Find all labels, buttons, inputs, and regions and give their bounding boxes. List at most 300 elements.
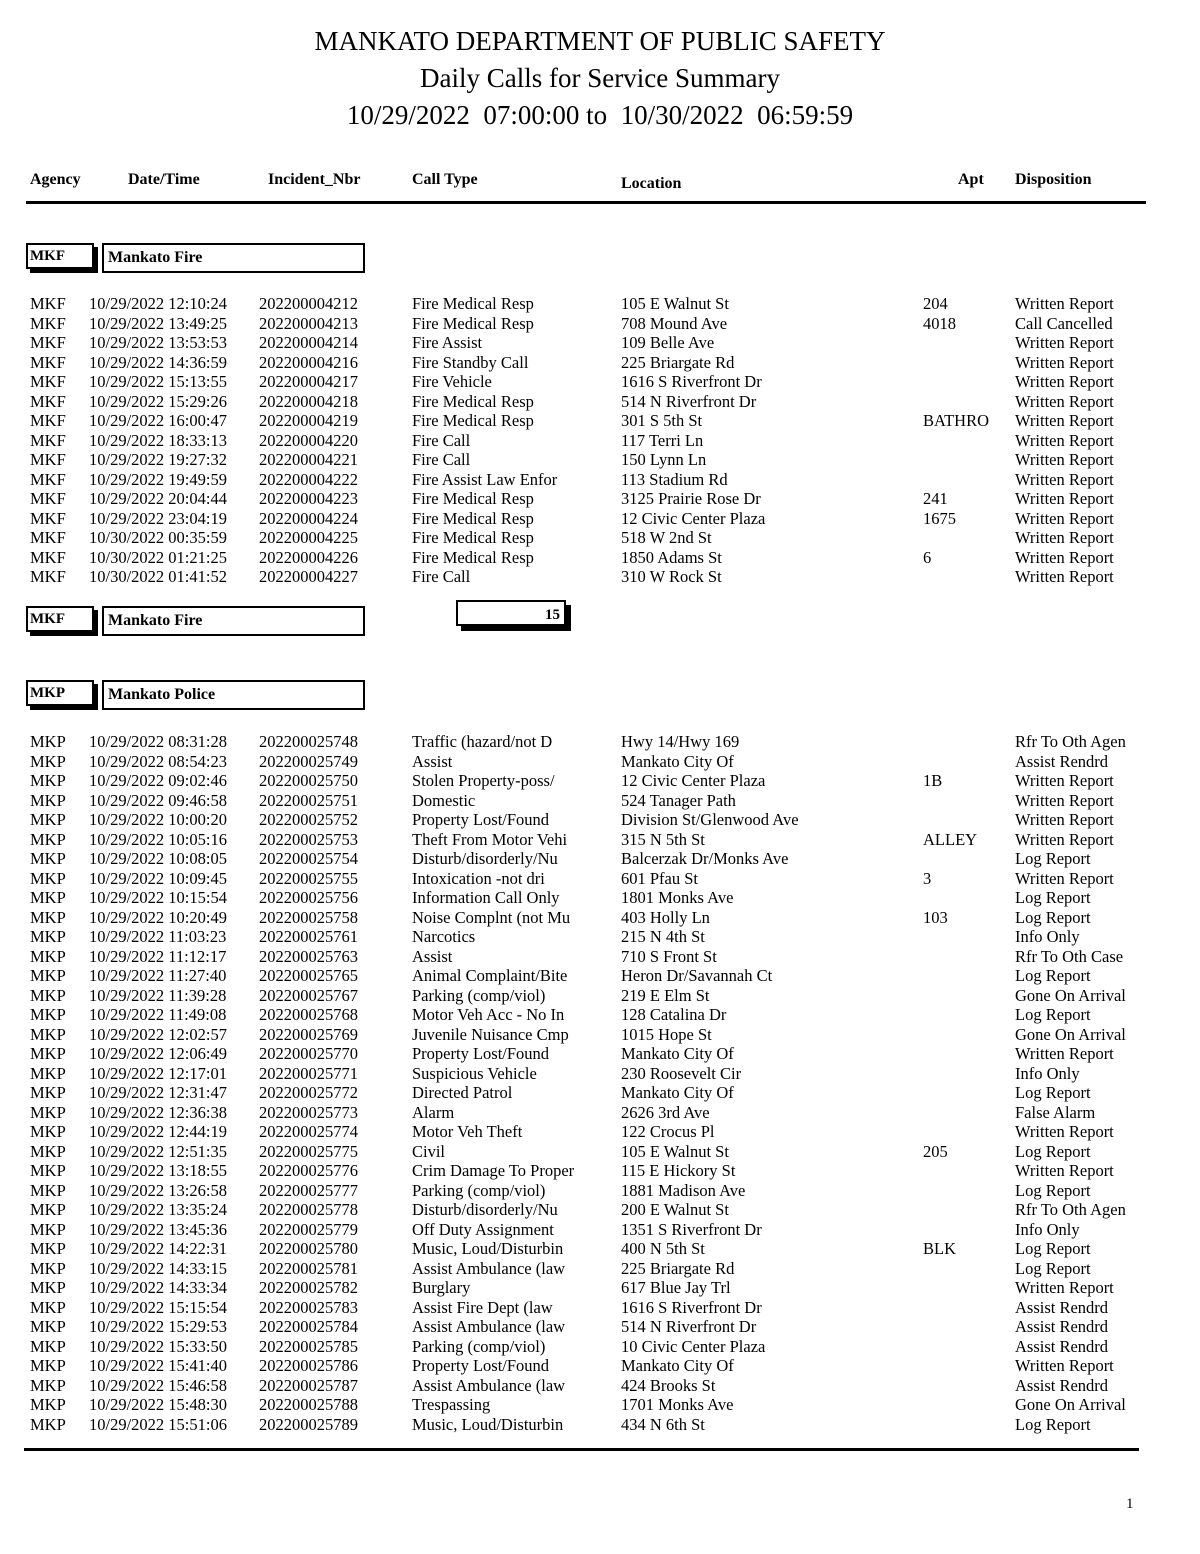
agency-code-box: MKP (26, 680, 94, 706)
agency-cell: MKP (30, 946, 66, 966)
table-row (0, 1005, 1200, 1025)
table-row (0, 489, 1200, 509)
call-type-cell: Crim Damage To Proper (412, 1161, 575, 1180)
call-type-cell: Property Lost/Found (412, 1044, 550, 1063)
incident-number-cell: 202200025778 (259, 1200, 358, 1219)
disposition-cell: False Alarm (1015, 1102, 1096, 1122)
report-title: MANKATO DEPARTMENT OF PUBLIC SAFETY (314, 26, 886, 56)
incident-number-cell: 202200025753 (259, 829, 358, 849)
table-row (0, 1025, 1200, 1045)
location-cell: 117 Terri Ln (621, 430, 704, 450)
table-row (0, 1161, 1200, 1181)
call-type-cell: Assist Fire Dept (law (412, 1297, 553, 1317)
datetime-cell: 10/29/2022 11:03:23 (89, 927, 227, 946)
incident-number-cell: 202200004221 (259, 450, 358, 469)
disposition-cell: Written Report (1015, 333, 1114, 352)
disposition-cell: Log Report (1015, 1141, 1091, 1161)
column-header-incident: Incident_Nbr (268, 171, 361, 188)
agency-cell: MKP (30, 1063, 66, 1083)
incident-number-cell: 202200004217 (259, 372, 358, 391)
location-cell: 225 Briargate Rd (621, 1258, 735, 1278)
call-type-cell: Fire Standby Call (412, 352, 529, 372)
location-cell: 710 S Front St (621, 946, 717, 966)
incident-number-cell: 202200025776 (259, 1161, 358, 1180)
incident-number-cell: 202200025781 (259, 1258, 358, 1278)
disposition-cell: Assist Rendrd (1015, 1336, 1109, 1356)
call-type-cell: Trespassing (412, 1395, 491, 1414)
agency-cell: MKF (30, 430, 66, 450)
call-type-cell: Information Call Only (412, 888, 560, 907)
table-row (0, 372, 1200, 392)
incident-number-cell: 202200025784 (259, 1317, 358, 1336)
disposition-cell: Written Report (1015, 391, 1114, 411)
incident-number-cell: 202200025748 (259, 732, 358, 751)
agency-cell: MKP (30, 1122, 66, 1141)
datetime-cell: 10/29/2022 19:49:59 (89, 469, 227, 489)
location-cell: 115 E Hickory St (621, 1161, 736, 1180)
agency-cell: MKF (30, 469, 66, 489)
table-row (0, 986, 1200, 1006)
table-row (0, 450, 1200, 470)
disposition-cell: Written Report (1015, 1044, 1114, 1063)
location-cell: 1015 Hope St (621, 1024, 712, 1044)
disposition-cell: Log Report (1015, 888, 1091, 907)
datetime-cell: 10/29/2022 13:35:24 (89, 1200, 227, 1219)
agency-cell: MKP (30, 1141, 66, 1161)
disposition-cell: Gone On Arrival (1015, 985, 1126, 1005)
table-row (0, 353, 1200, 373)
location-cell: 128 Catalina Dr (621, 1005, 727, 1024)
disposition-cell: Gone On Arrival (1015, 1024, 1126, 1044)
location-cell: Division St/Glenwood Ave (621, 810, 799, 829)
agency-cell: MKP (30, 1395, 66, 1414)
agency-cell: MKP (30, 966, 66, 985)
table-row (0, 1044, 1200, 1064)
column-header-call-type: Call Type (412, 171, 478, 188)
table-row (0, 1376, 1200, 1396)
datetime-cell: 10/29/2022 15:51:06 (89, 1414, 227, 1434)
call-type-cell: Noise Complnt (not Mu (412, 907, 571, 927)
table-row (0, 947, 1200, 967)
datetime-cell: 10/29/2022 08:54:23 (89, 751, 227, 771)
table-row (0, 810, 1200, 830)
table-row (0, 509, 1200, 529)
incident-number-cell: 202200004226 (259, 547, 358, 567)
call-type-cell: Fire Assist Law Enfor (412, 469, 558, 489)
incident-number-cell: 202200025749 (259, 751, 358, 771)
location-cell: 1616 S Riverfront Dr (621, 1297, 762, 1317)
call-type-cell: Off Duty Assignment (412, 1219, 554, 1239)
table-row (0, 470, 1200, 490)
apt-cell: 241 (923, 489, 948, 508)
incident-number-cell: 202200025783 (259, 1297, 358, 1317)
location-cell: 150 Lynn Ln (621, 450, 707, 469)
agency-name-box: Mankato Fire (102, 243, 365, 273)
table-row (0, 333, 1200, 353)
location-cell: 301 S 5th St (621, 411, 703, 430)
column-header-disposition: Disposition (1015, 171, 1092, 188)
table-row (0, 1337, 1200, 1357)
location-cell: 403 Holly Ln (621, 907, 710, 927)
datetime-cell: 10/29/2022 13:53:53 (89, 333, 227, 352)
incident-number-cell: 202200025773 (259, 1102, 358, 1122)
location-cell: Mankato City Of (621, 1083, 734, 1102)
disposition-cell: Log Report (1015, 1180, 1091, 1200)
disposition-cell: Assist Rendrd (1015, 1375, 1109, 1395)
location-cell: 315 N 5th St (621, 829, 705, 849)
call-type-cell: Assist Ambulance (law (412, 1375, 566, 1395)
table-row (0, 1122, 1200, 1142)
apt-cell: 6 (923, 547, 932, 567)
location-cell: 424 Brooks St (621, 1375, 716, 1395)
agency-cell: MKP (30, 888, 66, 907)
apt-cell: 204 (923, 294, 948, 313)
footer-rule (24, 1448, 1139, 1451)
incident-number-cell: 202200025754 (259, 849, 358, 868)
incident-number-cell: 202200025788 (259, 1395, 358, 1414)
call-type-cell: Assist (412, 751, 453, 771)
agency-cell: MKF (30, 294, 66, 313)
disposition-cell: Rfr To Oth Case (1015, 946, 1124, 966)
disposition-cell: Log Report (1015, 849, 1091, 868)
location-cell: 1351 S Riverfront Dr (621, 1219, 762, 1239)
table-row (0, 869, 1200, 889)
location-cell: 215 N 4th St (621, 927, 705, 946)
agency-cell: MKP (30, 1375, 66, 1395)
table-row (0, 771, 1200, 791)
incident-number-cell: 202200025774 (259, 1122, 358, 1141)
apt-cell: BLK (923, 1239, 956, 1258)
agency-cell: MKF (30, 489, 66, 508)
apt-cell: 1675 (923, 508, 956, 528)
agency-cell: MKP (30, 771, 66, 790)
datetime-cell: 10/29/2022 12:44:19 (89, 1122, 227, 1141)
disposition-cell: Written Report (1015, 372, 1114, 391)
incident-number-cell: 202200004223 (259, 489, 358, 508)
incident-number-cell: 202200025780 (259, 1239, 358, 1258)
agency-cell: MKF (30, 411, 66, 430)
disposition-cell: Assist Rendrd (1015, 751, 1109, 771)
incident-number-cell: 202200004219 (259, 411, 358, 430)
table-row (0, 314, 1200, 334)
table-row (0, 1220, 1200, 1240)
table-row (0, 411, 1200, 431)
apt-cell: ALLEY (923, 829, 978, 849)
incident-number-cell: 202200025779 (259, 1219, 358, 1239)
disposition-cell: Written Report (1015, 1278, 1114, 1297)
agency-cell: MKP (30, 1356, 66, 1375)
incident-number-cell: 202200025767 (259, 985, 358, 1005)
incident-number-cell: 202200025787 (259, 1375, 358, 1395)
agency-cell: MKP (30, 1239, 66, 1258)
incident-number-cell: 202200025763 (259, 946, 358, 966)
incident-number-cell: 202200025751 (259, 790, 358, 810)
table-row (0, 1142, 1200, 1162)
agency-cell: MKP (30, 1180, 66, 1200)
agency-cell: MKF (30, 450, 66, 469)
datetime-cell: 10/29/2022 15:41:40 (89, 1356, 227, 1375)
disposition-cell: Call Cancelled (1015, 313, 1113, 333)
location-cell: 109 Belle Ave (621, 333, 715, 352)
agency-cell: MKP (30, 1297, 66, 1317)
datetime-cell: 10/29/2022 16:00:47 (89, 411, 227, 430)
agency-cell: MKF (30, 313, 66, 333)
location-cell: 1801 Monks Ave (621, 888, 734, 907)
datetime-cell: 10/29/2022 12:06:49 (89, 1044, 227, 1063)
datetime-cell: 10/29/2022 08:31:28 (89, 732, 227, 751)
call-type-cell: Music, Loud/Disturbin (412, 1239, 564, 1258)
incident-number-cell: 202200025786 (259, 1356, 358, 1375)
agency-cell: MKP (30, 1200, 66, 1219)
incident-number-cell: 202200004216 (259, 352, 358, 372)
disposition-cell: Log Report (1015, 1239, 1091, 1258)
disposition-cell: Written Report (1015, 1356, 1114, 1375)
call-type-cell: Assist Ambulance (law (412, 1317, 566, 1336)
datetime-cell: 10/29/2022 15:48:30 (89, 1395, 227, 1414)
incident-number-cell: 202200004225 (259, 528, 358, 547)
incident-number-cell: 202200004214 (259, 333, 358, 352)
call-type-cell: Motor Veh Theft (412, 1122, 523, 1141)
disposition-cell: Log Report (1015, 1258, 1091, 1278)
call-type-cell: Fire Medical Resp (412, 547, 534, 567)
disposition-cell: Info Only (1015, 1063, 1080, 1083)
disposition-cell: Written Report (1015, 469, 1114, 489)
incident-number-cell: 202200004212 (259, 294, 358, 313)
agency-cell: MKP (30, 1219, 66, 1239)
location-cell: 230 Roosevelt Cir (621, 1063, 742, 1083)
agency-cell: MKF (30, 547, 66, 567)
agency-name-box: Mankato Police (102, 680, 365, 710)
datetime-cell: 10/30/2022 01:41:52 (89, 567, 227, 586)
column-header-datetime: Date/Time (128, 171, 200, 188)
location-cell: 1881 Madison Ave (621, 1180, 746, 1200)
datetime-cell: 10/29/2022 15:15:54 (89, 1297, 227, 1317)
disposition-cell: Written Report (1015, 868, 1114, 888)
disposition-cell: Written Report (1015, 790, 1114, 810)
agency-cell: MKP (30, 907, 66, 927)
call-type-cell: Stolen Property-poss/ (412, 771, 555, 790)
location-cell: 514 N Riverfront Dr (621, 391, 757, 411)
incident-number-cell: 202200025758 (259, 907, 358, 927)
location-cell: 708 Mound Ave (621, 313, 728, 333)
call-type-cell: Motor Veh Acc - No In (412, 1005, 565, 1024)
call-type-cell: Fire Call (412, 450, 471, 469)
table-row (0, 1083, 1200, 1103)
call-type-cell: Parking (comp/viol) (412, 985, 546, 1005)
incident-number-cell: 202200025755 (259, 868, 358, 888)
agency-cell: MKP (30, 868, 66, 888)
agency-cell: MKP (30, 1024, 66, 1044)
location-cell: 617 Blue Jay Trl (621, 1278, 731, 1297)
call-type-cell: Fire Medical Resp (412, 411, 534, 430)
disposition-cell: Log Report (1015, 966, 1091, 985)
table-row (0, 849, 1200, 869)
agency-cell: MKF (30, 333, 66, 352)
call-type-cell: Parking (comp/viol) (412, 1336, 546, 1356)
table-row (0, 1395, 1200, 1415)
datetime-cell: 10/29/2022 13:49:25 (89, 313, 227, 333)
table-row (0, 1298, 1200, 1318)
disposition-cell: Info Only (1015, 1219, 1080, 1239)
call-type-cell: Fire Vehicle (412, 372, 492, 391)
location-cell: 524 Tanager Path (621, 790, 736, 810)
call-type-cell: Intoxication -not dri (412, 868, 545, 888)
datetime-cell: 10/29/2022 13:18:55 (89, 1161, 227, 1180)
disposition-cell: Written Report (1015, 1161, 1114, 1180)
agency-name-box: Mankato Fire (102, 606, 365, 636)
datetime-cell: 10/29/2022 09:46:58 (89, 790, 227, 810)
location-cell: 105 E Walnut St (621, 294, 729, 313)
datetime-cell: 10/29/2022 09:02:46 (89, 771, 227, 790)
table-row (0, 1181, 1200, 1201)
datetime-cell: 10/29/2022 12:10:24 (89, 294, 227, 313)
table-row (0, 830, 1200, 850)
agency-cell: MKF (30, 528, 66, 547)
disposition-cell: Written Report (1015, 430, 1114, 450)
police-call-list (0, 732, 1200, 1434)
disposition-cell: Written Report (1015, 829, 1114, 849)
agency-cell: MKP (30, 790, 66, 810)
call-type-cell: Fire Medical Resp (412, 508, 534, 528)
call-type-cell: Animal Complaint/Bite (412, 966, 568, 985)
table-row (0, 888, 1200, 908)
call-type-cell: Music, Loud/Disturbin (412, 1414, 564, 1434)
datetime-cell: 10/29/2022 14:33:15 (89, 1258, 227, 1278)
location-cell: 1850 Adams St (621, 547, 722, 567)
table-row (0, 1317, 1200, 1337)
incident-number-cell: 202200025789 (259, 1414, 358, 1434)
call-type-cell: Fire Call (412, 430, 471, 450)
location-cell: 518 W 2nd St (621, 528, 712, 547)
datetime-cell: 10/29/2022 15:46:58 (89, 1375, 227, 1395)
datetime-cell: 10/29/2022 12:02:57 (89, 1024, 227, 1044)
call-type-cell: Assist Ambulance (law (412, 1258, 566, 1278)
datetime-cell: 10/29/2022 10:05:16 (89, 829, 227, 849)
table-row (0, 1239, 1200, 1259)
call-type-cell: Fire Medical Resp (412, 489, 534, 508)
agency-cell: MKP (30, 1414, 66, 1434)
call-type-cell: Alarm (412, 1102, 455, 1122)
agency-cell: MKP (30, 1044, 66, 1063)
datetime-cell: 10/29/2022 11:12:17 (89, 946, 227, 966)
incident-number-cell: 202200025765 (259, 966, 358, 985)
datetime-cell: 10/29/2022 15:33:50 (89, 1336, 227, 1356)
datetime-cell: 10/29/2022 15:29:26 (89, 391, 227, 411)
location-cell: Hwy 14/Hwy 169 (621, 732, 740, 751)
table-row (0, 1356, 1200, 1376)
apt-cell: 4018 (923, 313, 956, 333)
disposition-cell: Written Report (1015, 352, 1114, 372)
table-row (0, 1415, 1200, 1435)
call-type-cell: Burglary (412, 1278, 471, 1297)
agency-cell: MKP (30, 1317, 66, 1336)
agency-cell: MKP (30, 927, 66, 946)
agency-cell: MKP (30, 849, 66, 868)
apt-cell: 103 (923, 907, 948, 927)
table-row (0, 966, 1200, 986)
location-cell: 601 Pfau St (621, 868, 699, 888)
agency-cell: MKF (30, 372, 66, 391)
location-cell: 1701 Monks Ave (621, 1395, 734, 1414)
call-type-cell: Traffic (hazard/not D (412, 732, 553, 751)
datetime-cell: 10/29/2022 10:15:54 (89, 888, 227, 907)
agency-cell: MKP (30, 1005, 66, 1024)
disposition-cell: Rfr To Oth Agen (1015, 1200, 1126, 1219)
agency-cell: MKP (30, 1336, 66, 1356)
incident-number-cell: 202200004220 (259, 430, 358, 450)
datetime-cell: 10/29/2022 13:45:36 (89, 1219, 227, 1239)
datetime-cell: 10/29/2022 18:33:13 (89, 430, 227, 450)
column-header-apt: Apt (958, 171, 984, 188)
datetime-cell: 10/29/2022 14:22:31 (89, 1239, 227, 1258)
agency-cell: MKP (30, 1083, 66, 1102)
location-cell: 200 E Walnut St (621, 1200, 729, 1219)
agency-cell: MKP (30, 751, 66, 771)
call-type-cell: Fire Assist (412, 333, 483, 352)
datetime-cell: 10/29/2022 10:08:05 (89, 849, 227, 868)
header-rule (26, 201, 1146, 204)
table-row (0, 567, 1200, 587)
table-row (0, 431, 1200, 451)
datetime-cell: 10/29/2022 12:36:38 (89, 1102, 227, 1122)
disposition-cell: Info Only (1015, 927, 1080, 946)
datetime-cell: 10/29/2022 23:04:19 (89, 508, 227, 528)
datetime-cell: 10/29/2022 19:27:32 (89, 450, 227, 469)
location-cell: Mankato City Of (621, 1356, 734, 1375)
agency-cell: MKF (30, 352, 66, 372)
incident-number-cell: 202200004213 (259, 313, 358, 333)
incident-number-cell: 202200025768 (259, 1005, 358, 1024)
table-row (0, 294, 1200, 314)
incident-number-cell: 202200025750 (259, 771, 358, 790)
datetime-cell: 10/29/2022 10:00:20 (89, 810, 227, 829)
datetime-cell: 10/29/2022 12:31:47 (89, 1083, 227, 1102)
apt-cell: 1B (923, 771, 943, 790)
call-type-cell: Fire Medical Resp (412, 294, 534, 313)
location-cell: 113 Stadium Rd (621, 469, 728, 489)
table-row (0, 1103, 1200, 1123)
report-date-range: 10/29/2022 07:00:00 to 10/30/2022 06:59:59 (346, 100, 854, 130)
disposition-cell: Written Report (1015, 411, 1114, 430)
table-row (0, 791, 1200, 811)
datetime-cell: 10/29/2022 11:49:08 (89, 1005, 227, 1024)
datetime-cell: 10/29/2022 11:27:40 (89, 966, 227, 985)
incident-number-cell: 202200025772 (259, 1083, 358, 1102)
call-type-cell: Property Lost/Found (412, 810, 550, 829)
incident-number-cell: 202200025769 (259, 1024, 358, 1044)
location-cell: 310 W Rock St (621, 567, 722, 586)
datetime-cell: 10/29/2022 10:20:49 (89, 907, 227, 927)
location-cell: Balcerzak Dr/Monks Ave (621, 849, 789, 868)
call-type-cell: Domestic (412, 790, 476, 810)
page-number: 1 (1126, 1496, 1134, 1512)
apt-cell: 205 (923, 1141, 948, 1161)
disposition-cell: Written Report (1015, 771, 1114, 790)
table-row (0, 732, 1200, 752)
location-cell: 105 E Walnut St (621, 1141, 729, 1161)
incident-number-cell: 202200025782 (259, 1278, 358, 1297)
datetime-cell: 10/29/2022 15:13:55 (89, 372, 227, 391)
agency-cell: MKP (30, 985, 66, 1005)
agency-cell: MKP (30, 1258, 66, 1278)
call-type-cell: Parking (comp/viol) (412, 1180, 546, 1200)
call-type-cell: Juvenile Nuisance Cmp (412, 1024, 569, 1044)
call-type-cell: Fire Medical Resp (412, 391, 534, 411)
location-cell: 514 N Riverfront Dr (621, 1317, 757, 1336)
location-cell: 10 Civic Center Plaza (621, 1336, 766, 1356)
agency-cell: MKP (30, 829, 66, 849)
agency-code-box: MKF (26, 243, 94, 269)
